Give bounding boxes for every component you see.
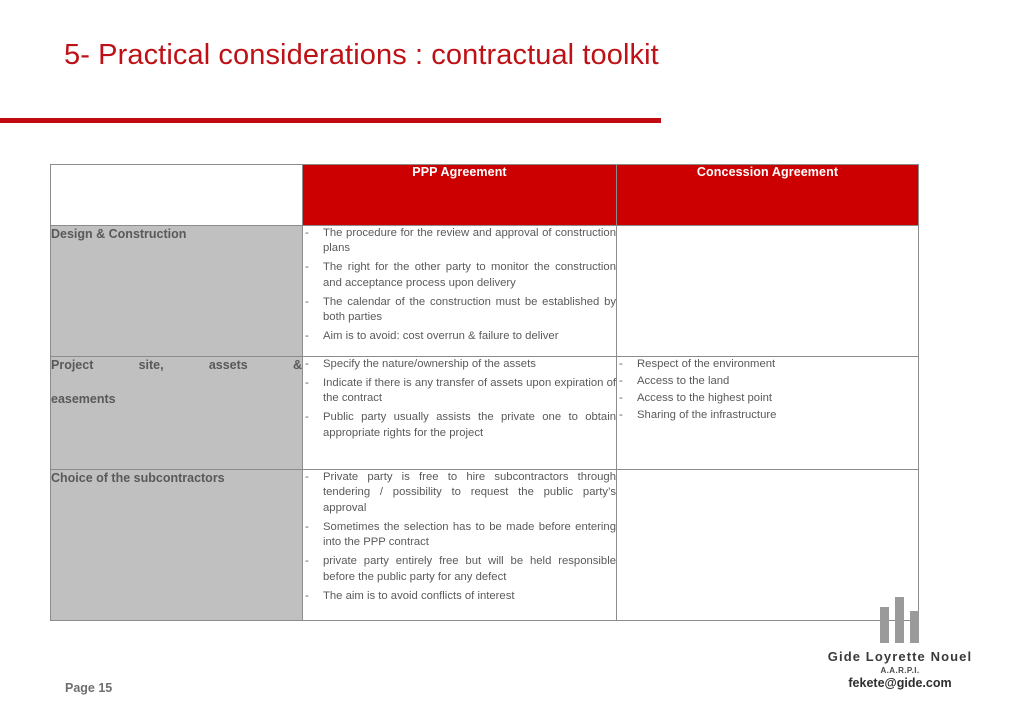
page-title: 5- Practical considerations : contractual toolkit (64, 39, 659, 71)
brand-name: Gide Loyrette Nouel (827, 649, 973, 664)
list-item: - The procedure for the review and approval of construction plans (303, 226, 616, 257)
list-item: - Private party is free to hire subcontractors through tendering / possibility to request the public party’s approval (303, 470, 616, 516)
brand-block (800, 597, 1000, 690)
header-ppp-agreement: PPP Agreement (303, 165, 617, 226)
row-label-project-site-assets-easements (51, 357, 303, 470)
cell-ppp-subcontractors (303, 470, 617, 621)
list-item: - Indicate if there is any transfer of assets upon expiration of the contract (303, 376, 616, 407)
table-row (51, 470, 919, 621)
row-label-line-2: easements (51, 391, 116, 406)
list-item: - Public party usually assists the private one to obtain appropriate rights for the project (303, 410, 616, 441)
list-item: - Aim is to avoid: cost overrun & failure to deliver (303, 329, 616, 344)
brand-email: fekete@gide.com (848, 676, 952, 690)
bullet-list (303, 357, 616, 441)
comparison-table (50, 164, 919, 621)
row-label-line-1: Project site, assets & (51, 358, 302, 372)
list-item: - Specify the nature/ownership of the assets (303, 357, 616, 372)
title-divider-rule (0, 118, 661, 123)
table-row (51, 357, 919, 470)
bullet-list (303, 226, 616, 345)
list-item: - private party entirely free but will be held responsible before the public party for any defect (303, 554, 616, 585)
gide-logo-icon (876, 597, 924, 643)
row-label-design-construction: Design & Construction (51, 226, 303, 357)
cell-ppp-design-construction (303, 226, 617, 357)
table-row (51, 226, 919, 357)
list-item: - Sharing of the infrastructure (617, 408, 918, 423)
list-item: - The aim is to avoid conflicts of interest (303, 589, 616, 604)
header-blank-cell (51, 165, 303, 226)
list-item: - The calendar of the construction must be established by both parties (303, 295, 616, 326)
brand-legal-form: A.A.R.P.I. (880, 666, 920, 675)
list-item: - Access to the land (617, 374, 918, 389)
cell-concession-project-site (617, 357, 919, 470)
page-number: Page 15 (65, 681, 113, 695)
list-item: - The right for the other party to monitor the construction and acceptance process upon delivery (303, 260, 616, 291)
row-label-choice-of-subcontractors: Choice of the subcontractors (51, 470, 303, 621)
table-header-row (51, 165, 919, 226)
header-concession-agreement: Concession Agreement (617, 165, 919, 226)
bullet-list (303, 470, 616, 604)
list-item: - Respect of the environment (617, 357, 918, 372)
cell-concession-design-construction (617, 226, 919, 357)
list-item: - Access to the highest point (617, 391, 918, 406)
list-item: - Sometimes the selection has to be made before entering into the PPP contract (303, 520, 616, 551)
cell-ppp-project-site (303, 357, 617, 470)
bullet-list (617, 357, 918, 423)
